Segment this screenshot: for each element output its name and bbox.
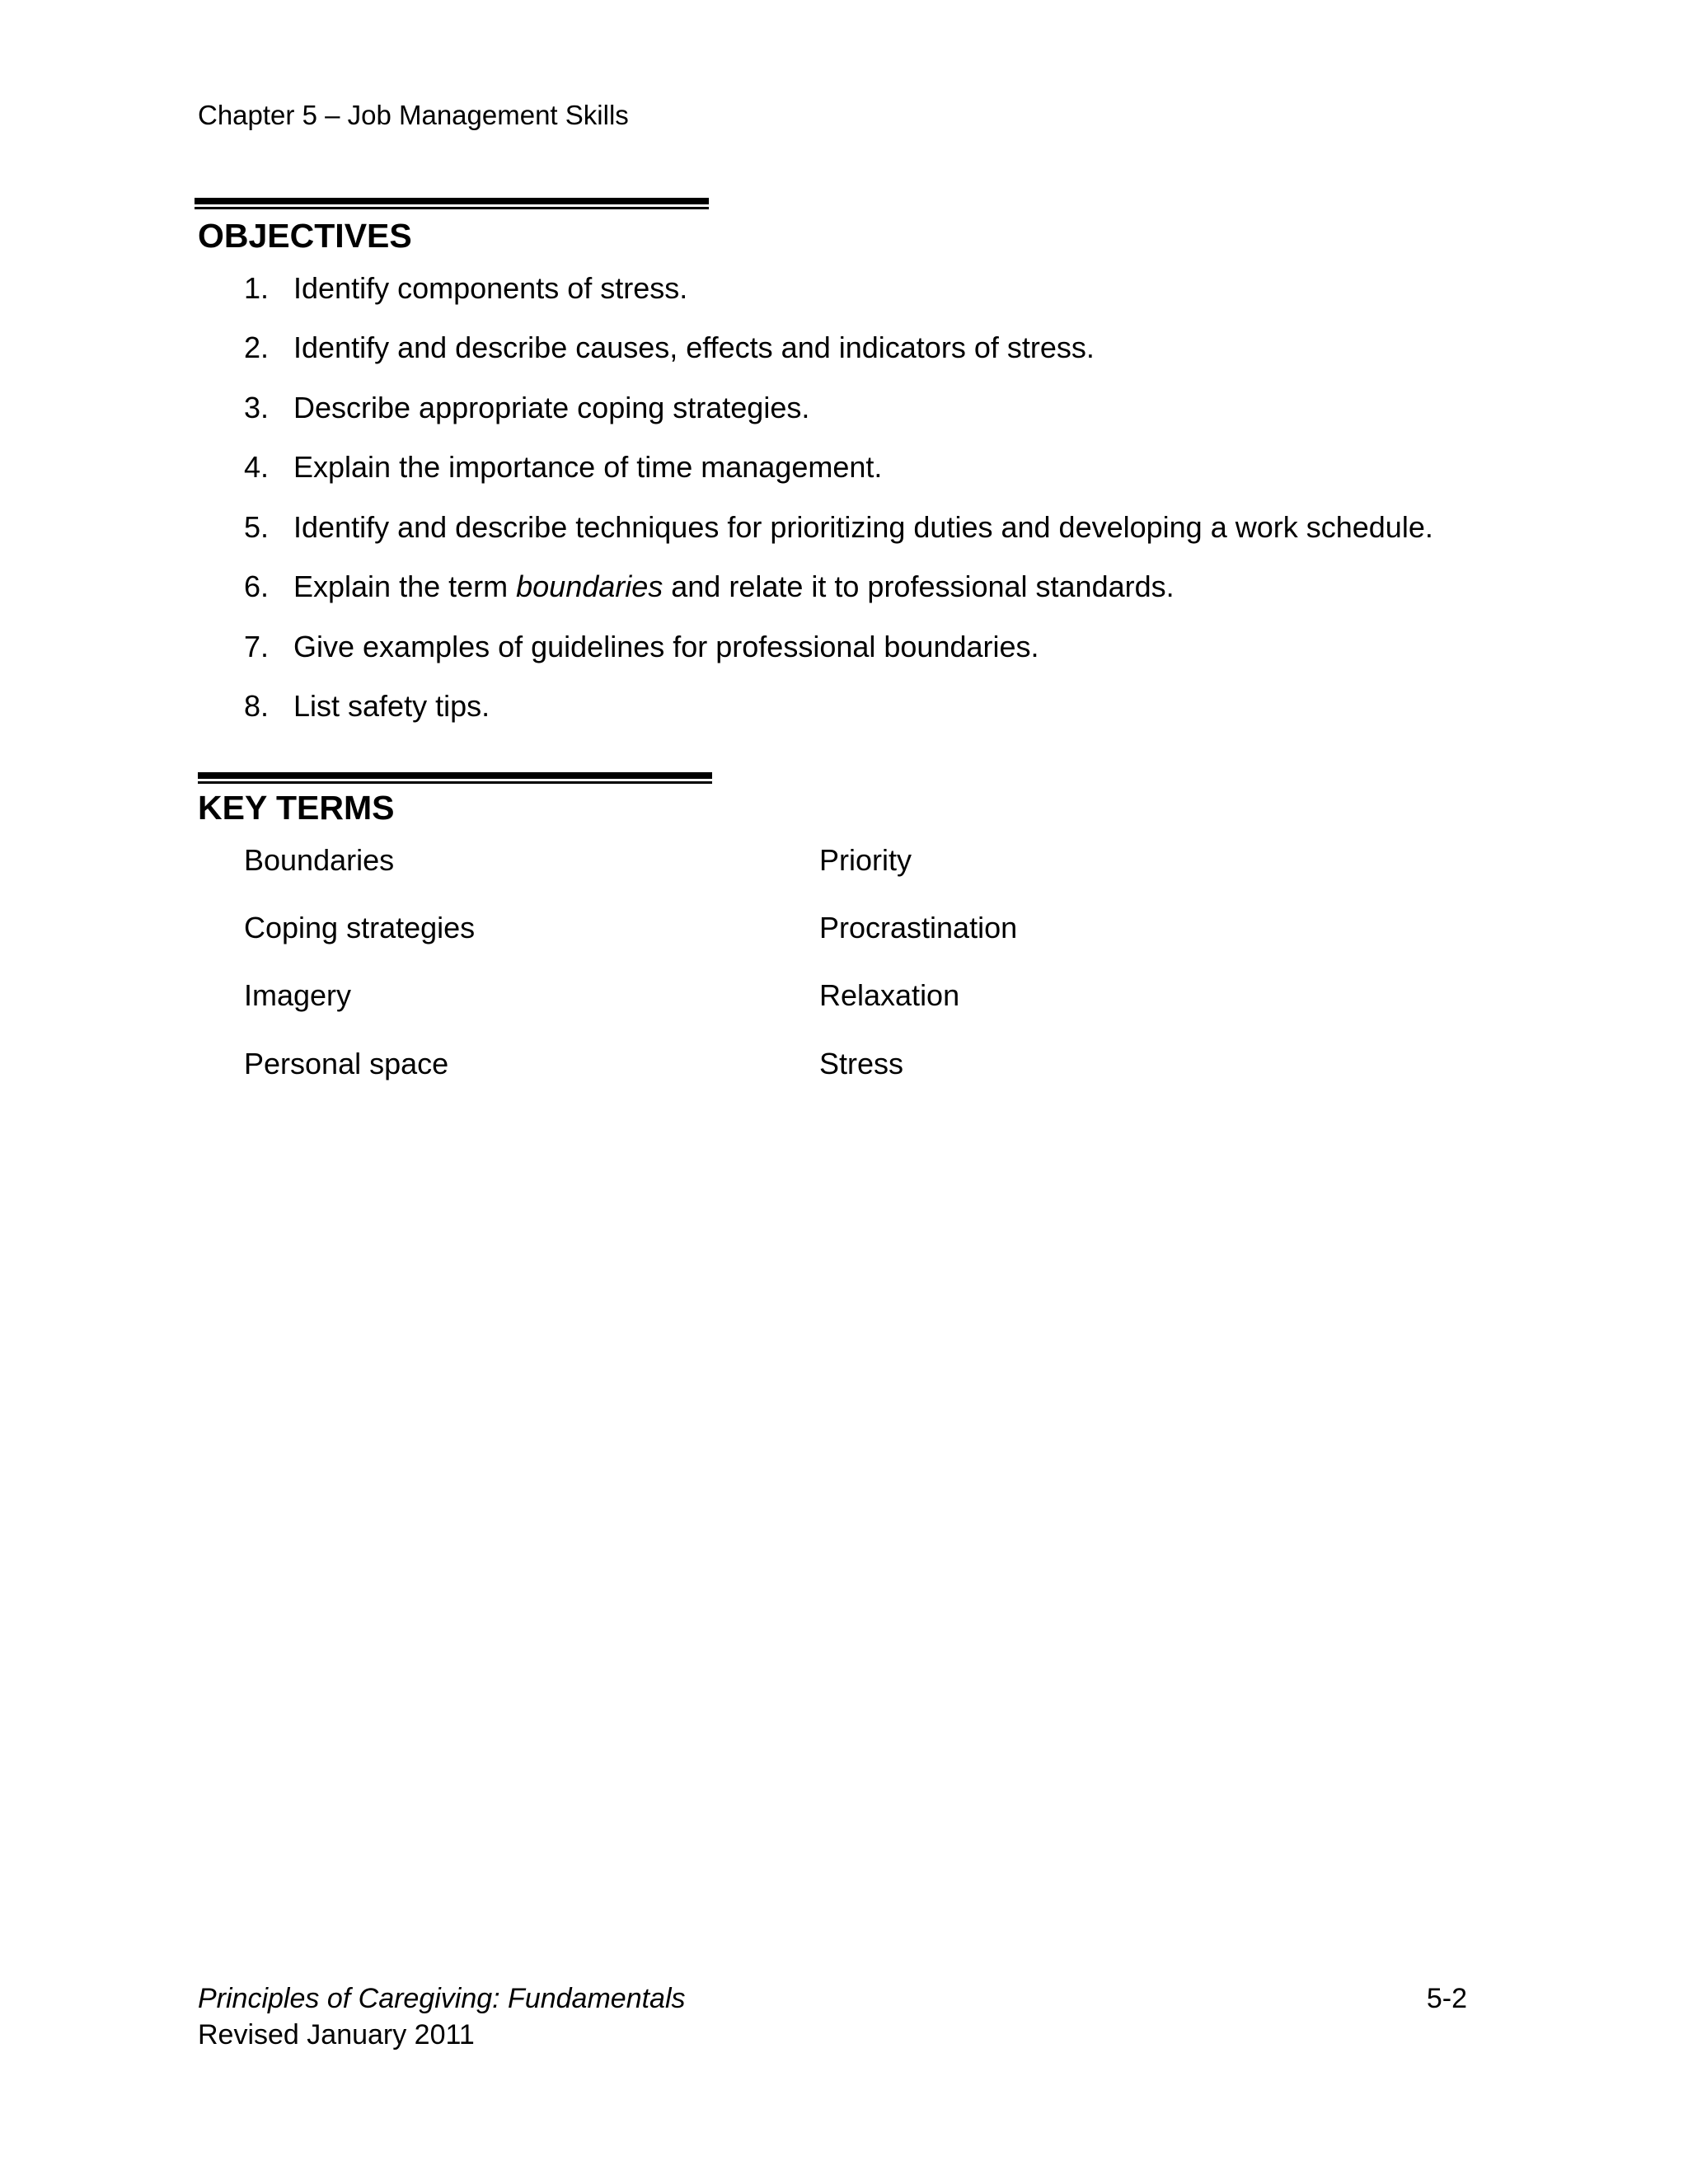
footer-book-title: Principles of Caregiving: Fundamentals <box>198 1983 686 2014</box>
objective-text: Identify and describe techniques for prioritizing duties and developing a work schedule. <box>293 510 1433 544</box>
objective-number: 6. <box>244 569 270 603</box>
objective-item-3 <box>244 390 809 426</box>
objective-number: 7. <box>244 630 270 663</box>
objective-text: List safety tips. <box>293 689 490 723</box>
objective-term-italic: boundaries <box>516 569 663 603</box>
footer-revised-date: Revised January 2011 <box>198 2019 475 2050</box>
key-term-left-1: Boundaries <box>244 843 395 877</box>
objective-text: Explain the importance of time management. <box>293 450 883 484</box>
objective-text: and relate it to professional standards. <box>663 569 1175 603</box>
objectives-rule <box>195 198 709 211</box>
objective-text: Give examples of guidelines for professional boundaries. <box>293 630 1039 663</box>
objective-item-6 <box>244 569 1175 605</box>
objective-item-1 <box>244 270 687 307</box>
objective-text: Identify and describe causes, effects and indicators of stress. <box>293 330 1095 364</box>
objective-text: Describe appropriate coping strategies. <box>293 391 810 424</box>
objective-item-2 <box>244 330 1095 366</box>
objective-item-5 <box>244 509 1433 546</box>
objective-item-7 <box>244 629 1039 665</box>
footer-page-number: 5-2 <box>1426 1983 1467 2014</box>
key-terms-rule <box>198 772 712 785</box>
key-term-right-1: Priority <box>819 843 912 877</box>
objective-number: 8. <box>244 689 270 723</box>
objective-number: 3. <box>244 391 270 424</box>
key-term-left-2: Coping strategies <box>244 911 476 944</box>
objective-item-4 <box>244 449 882 485</box>
objective-text: Explain the term <box>293 569 517 603</box>
key-term-right-4: Stress <box>819 1047 904 1080</box>
running-header: Chapter 5 – Job Management Skills <box>198 100 629 130</box>
key-term-left-4: Personal space <box>244 1047 449 1080</box>
objectives-heading: OBJECTIVES <box>198 217 412 255</box>
key-terms-heading: KEY TERMS <box>198 789 395 827</box>
key-term-right-3: Relaxation <box>819 978 960 1012</box>
key-term-right-2: Procrastination <box>819 911 1018 944</box>
key-term-left-3: Imagery <box>244 978 352 1012</box>
objective-number: 5. <box>244 510 270 544</box>
objective-number: 2. <box>244 330 270 364</box>
objective-text: Identify components of stress. <box>293 271 688 305</box>
objective-number: 1. <box>244 271 270 305</box>
objective-number: 4. <box>244 450 270 484</box>
objective-item-8 <box>244 688 490 724</box>
